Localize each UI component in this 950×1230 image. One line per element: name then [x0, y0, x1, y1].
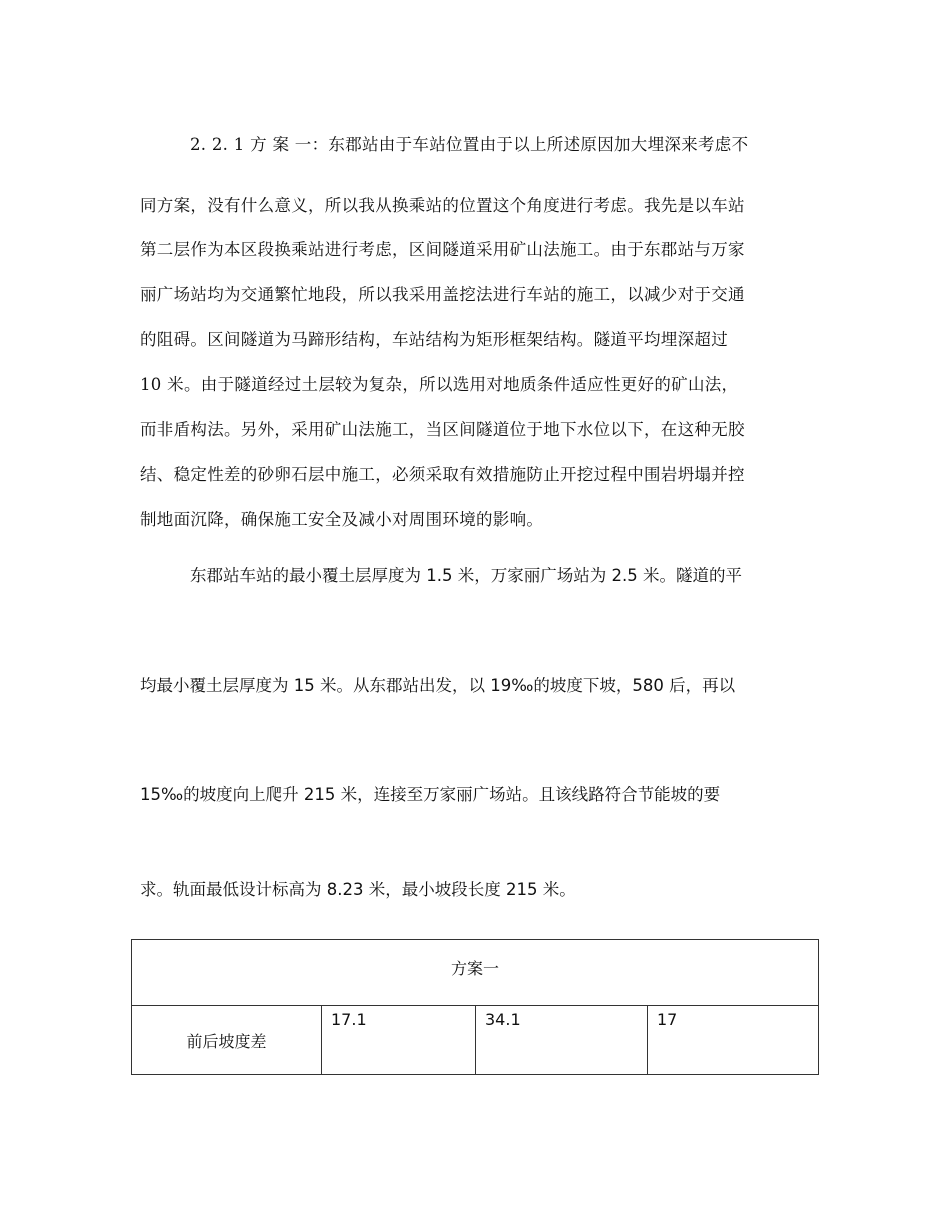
- paragraph-line: 同方案，没有什么意义，所以我从换乘站的位置这个角度进行考虑。我先是以车站: [140, 196, 745, 215]
- table-row: [132, 1006, 819, 1075]
- paragraph-line: 的阻碍。区间隧道为马蹄形结构，车站结构为矩形框架结构。隧道平均埋深超过: [140, 330, 728, 349]
- value-cell: [322, 1006, 476, 1075]
- value-cell: [476, 1006, 648, 1075]
- value-cell: [648, 1006, 819, 1075]
- scheme-table: [131, 939, 819, 1075]
- paragraph-line: 10 米。由于隧道经过土层较为复杂，所以选用对地质条件适应性更好的矿山法，: [140, 375, 739, 394]
- value-3: 17: [657, 1010, 678, 1029]
- table-title-cell: [132, 940, 819, 1006]
- row-label-cell: [132, 1006, 322, 1075]
- paragraph-line: 东郡站车站的最小覆土层厚度为 1.5 米，万家丽广场站为 2.5 米。隧道的平: [190, 566, 742, 585]
- value-1: 17.1: [331, 1010, 367, 1029]
- table-title: 方案一: [450, 959, 499, 978]
- table-header-row: [132, 940, 819, 1006]
- row-label: 前后坡度差: [186, 1031, 267, 1051]
- value-2: 34.1: [485, 1010, 521, 1029]
- paragraph-line: 均最小覆土层厚度为 15 米。从东郡站出发，以 19‰的坡度下坡，580 后，再以: [140, 676, 736, 695]
- paragraph-line: 2. 2. 1 方 案 一：东郡站由于车站位置由于以上所述原因加大埋深来考虑不: [190, 135, 749, 154]
- paragraph-line: 第二层作为本区段换乘站进行考虑，区间隧道采用矿山法施工。由于东郡站与万家: [140, 240, 745, 259]
- paragraph-line: 求。轨面最低设计标高为 8.23 米，最小坡段长度 215 米。: [140, 880, 576, 899]
- paragraph-line: 丽广场站均为交通繁忙地段，所以我采用盖挖法进行车站的施工，以减少对于交通: [140, 285, 745, 304]
- paragraph-line: 制地面沉降，确保施工安全及减小对周围环境的影响。: [140, 510, 544, 529]
- paragraph-line: 结、稳定性差的砂卵石层中施工，必须采取有效措施防止开挖过程中围岩坍塌并控: [140, 465, 745, 484]
- paragraph-line: 而非盾构法。另外，采用矿山法施工，当区间隧道位于地下水位以下，在这种无胶: [140, 420, 745, 439]
- paragraph-line: 15‰的坡度向上爬升 215 米，连接至万家丽广场站。且该线路符合节能坡的要: [140, 785, 721, 804]
